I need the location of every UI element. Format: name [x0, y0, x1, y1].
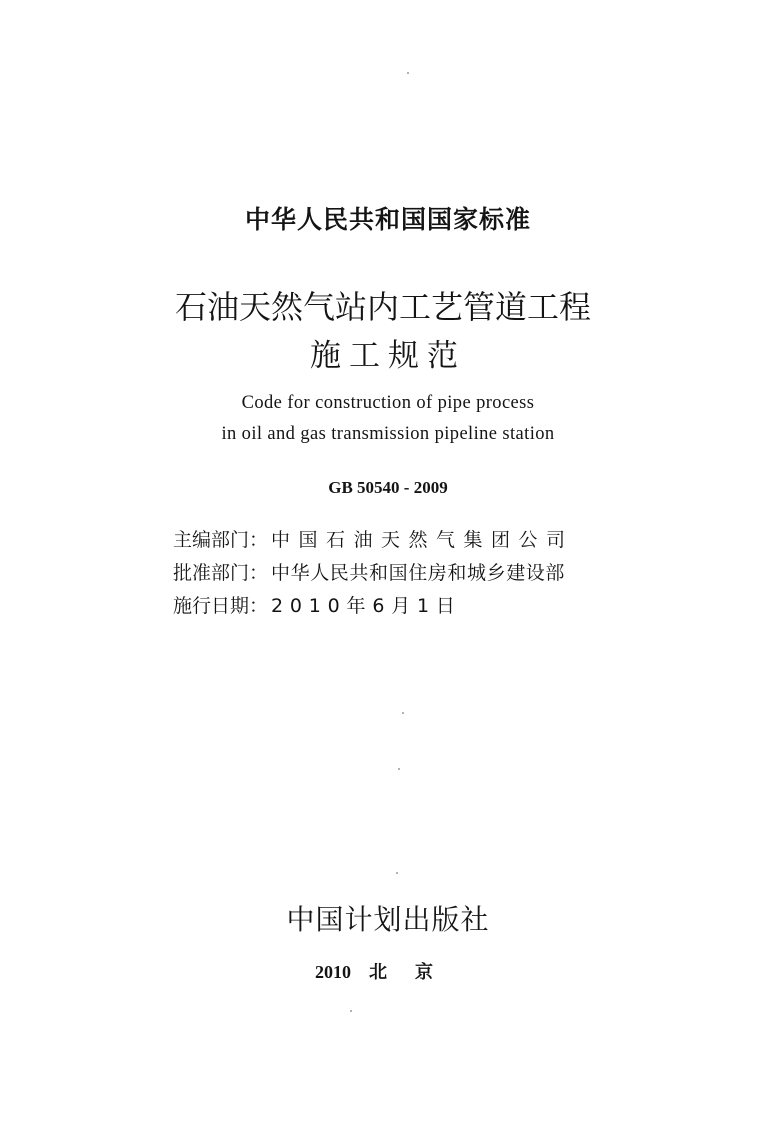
publication-place: [0, 958, 776, 984]
meta-value: 2010年6月1日: [271, 595, 462, 617]
meta-label: 施行日期：: [173, 595, 269, 617]
meta-row-approver: [173, 560, 583, 586]
title-line-1: 石油天然气站内工艺管道工程: [175, 288, 592, 326]
publisher: 中国计划出版社: [286, 903, 490, 936]
standard-code: GB 50540 - 2009: [328, 478, 448, 497]
scan-speck: [350, 1010, 352, 1012]
title-line-2: 施工规范: [310, 338, 466, 374]
publication-year: 2010: [315, 962, 351, 982]
english-title-line-1: Code for construction of pipe process: [241, 393, 535, 413]
publication-city: 北京: [369, 962, 461, 982]
scan-speck: [407, 72, 409, 74]
scan-speck: [396, 872, 398, 874]
meta-value: 中华人民共和国住房和城乡建设部: [271, 562, 566, 584]
meta-value: 中国石油天然气集团公司: [271, 529, 574, 551]
meta-row-editor: [173, 527, 583, 553]
meta-label: 批准部门：: [173, 562, 269, 584]
scan-speck: [398, 768, 400, 770]
series-title: 中华人民共和国国家标准: [244, 205, 531, 234]
scan-speck: [402, 712, 404, 714]
english-title-line-2: in oil and gas transmission pipeline station: [221, 424, 555, 444]
meta-label: 主编部门：: [173, 529, 269, 551]
meta-row-effective-date: [173, 593, 583, 619]
